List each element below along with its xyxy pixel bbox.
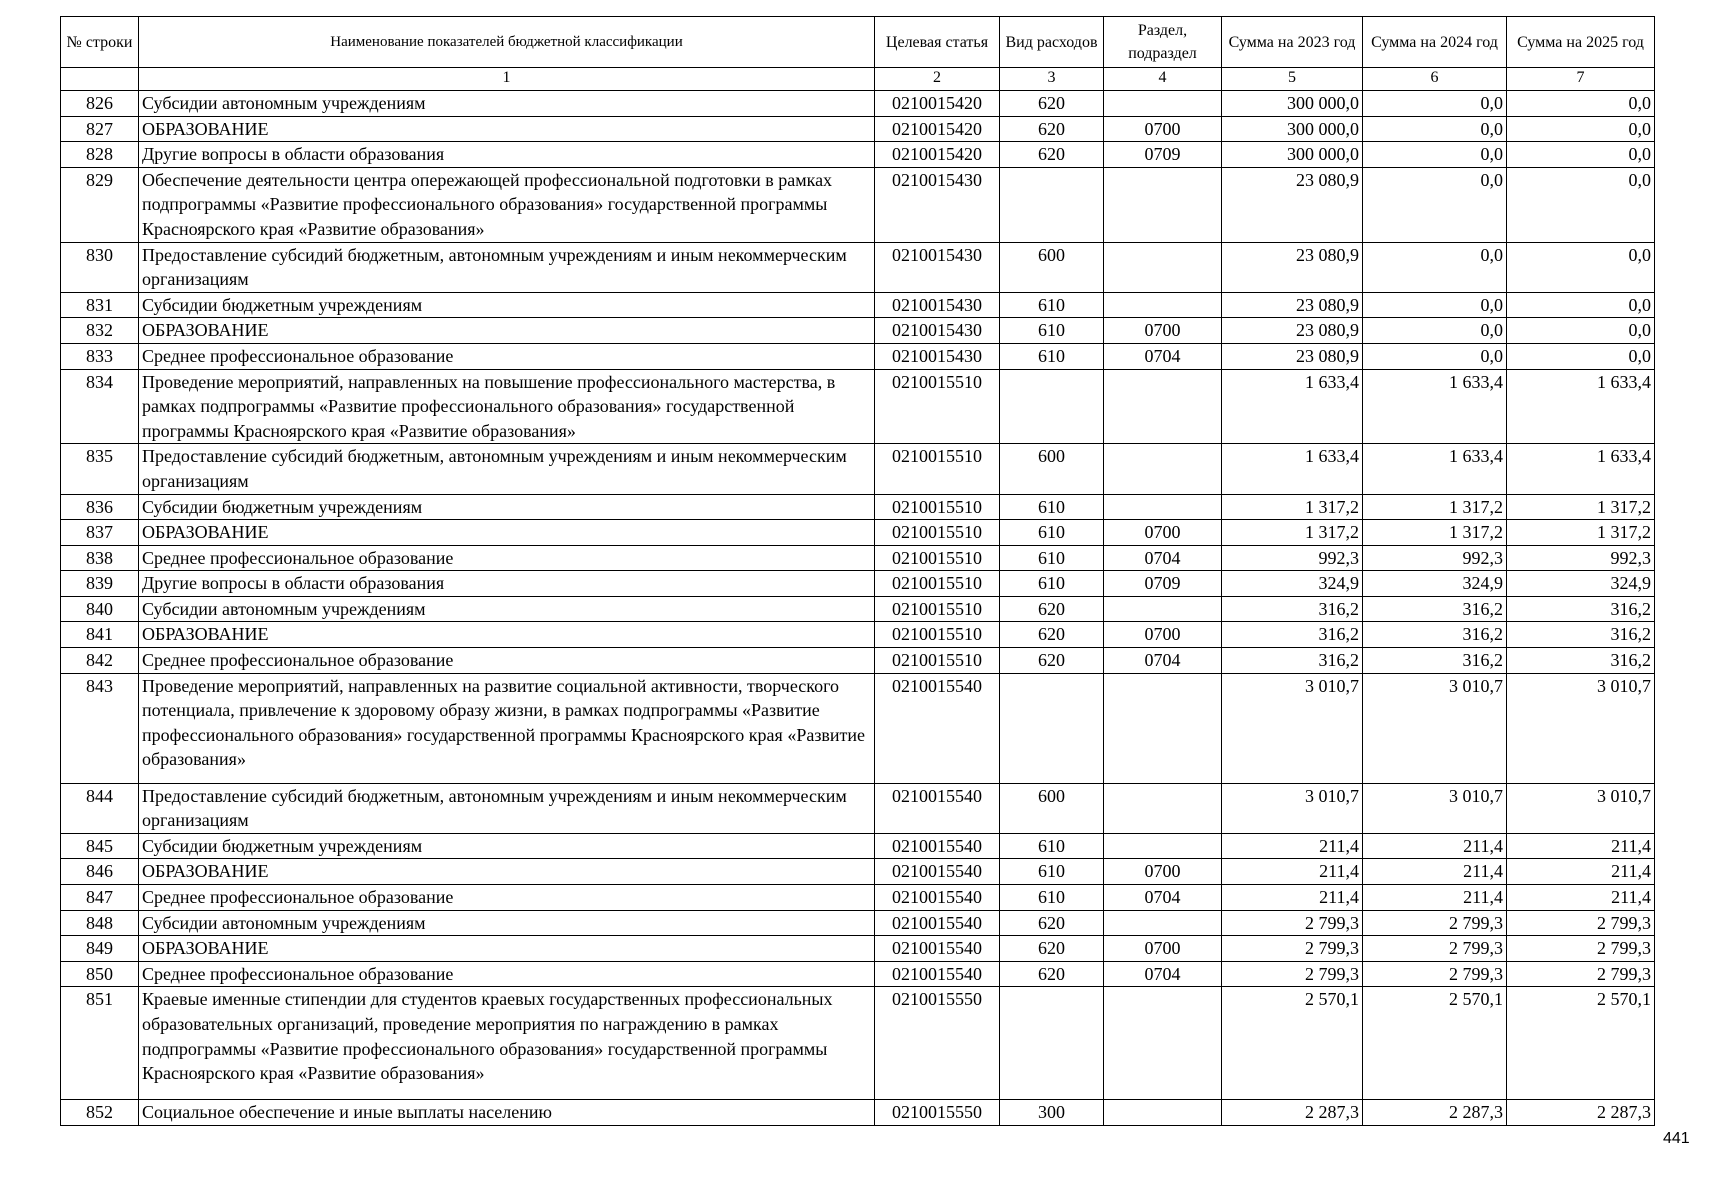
sum-2024: 2 570,1 bbox=[1363, 987, 1507, 1100]
section-code: 0700 bbox=[1104, 520, 1222, 546]
column-number: 5 bbox=[1222, 68, 1363, 91]
sum-2023: 211,4 bbox=[1222, 859, 1363, 885]
indicator-name: Субсидии автономным учреждениям bbox=[139, 910, 875, 936]
section-code bbox=[1104, 1100, 1222, 1126]
row-number: 832 bbox=[61, 318, 139, 344]
expense-type: 610 bbox=[1000, 833, 1104, 859]
expense-type bbox=[1000, 987, 1104, 1100]
target-article: 0210015510 bbox=[875, 520, 1000, 546]
section-code: 0704 bbox=[1104, 961, 1222, 987]
table-row bbox=[61, 833, 1655, 859]
target-article: 0210015420 bbox=[875, 142, 1000, 168]
expense-type: 620 bbox=[1000, 910, 1104, 936]
sum-2023: 211,4 bbox=[1222, 833, 1363, 859]
indicator-name: Субсидии автономным учреждениям bbox=[139, 596, 875, 622]
sum-2025: 211,4 bbox=[1507, 833, 1655, 859]
sum-2024: 0,0 bbox=[1363, 167, 1507, 242]
sum-2025: 992,3 bbox=[1507, 545, 1655, 571]
sum-2025: 0,0 bbox=[1507, 142, 1655, 168]
table-row bbox=[61, 1100, 1655, 1126]
sum-2023: 1 633,4 bbox=[1222, 369, 1363, 444]
indicator-name: ОБРАЗОВАНИЕ bbox=[139, 116, 875, 142]
expense-type: 620 bbox=[1000, 142, 1104, 168]
target-article: 0210015430 bbox=[875, 318, 1000, 344]
expense-type: 300 bbox=[1000, 1100, 1104, 1126]
sum-2023: 324,9 bbox=[1222, 571, 1363, 597]
sum-2025: 1 317,2 bbox=[1507, 520, 1655, 546]
sum-2024: 1 317,2 bbox=[1363, 520, 1507, 546]
sum-2023: 316,2 bbox=[1222, 622, 1363, 648]
indicator-name: Субсидии бюджетным учреждениям bbox=[139, 494, 875, 520]
sum-2024: 992,3 bbox=[1363, 545, 1507, 571]
indicator-name: Среднее профессиональное образование bbox=[139, 885, 875, 911]
sum-2025: 0,0 bbox=[1507, 318, 1655, 344]
sum-2023: 23 080,9 bbox=[1222, 242, 1363, 292]
sum-2023: 316,2 bbox=[1222, 648, 1363, 674]
expense-type: 620 bbox=[1000, 116, 1104, 142]
indicator-name: ОБРАЗОВАНИЕ bbox=[139, 520, 875, 546]
indicator-name: Другие вопросы в области образования bbox=[139, 571, 875, 597]
target-article: 0210015510 bbox=[875, 444, 1000, 494]
row-number: 846 bbox=[61, 859, 139, 885]
sum-2023: 992,3 bbox=[1222, 545, 1363, 571]
sum-2025: 3 010,7 bbox=[1507, 783, 1655, 833]
target-article: 0210015540 bbox=[875, 833, 1000, 859]
indicator-name: Субсидии бюджетным учреждениям bbox=[139, 833, 875, 859]
table-row bbox=[61, 622, 1655, 648]
sum-2023: 1 317,2 bbox=[1222, 494, 1363, 520]
sum-2024: 2 287,3 bbox=[1363, 1100, 1507, 1126]
header-sum-2024: Сумма на 2024 год bbox=[1363, 17, 1507, 68]
row-number: 849 bbox=[61, 936, 139, 962]
row-number: 850 bbox=[61, 961, 139, 987]
row-number: 830 bbox=[61, 242, 139, 292]
indicator-name: Субсидии автономным учреждениям bbox=[139, 91, 875, 117]
expense-type: 610 bbox=[1000, 545, 1104, 571]
sum-2023: 1 317,2 bbox=[1222, 520, 1363, 546]
sum-2023: 23 080,9 bbox=[1222, 292, 1363, 318]
section-code bbox=[1104, 167, 1222, 242]
sum-2025: 2 570,1 bbox=[1507, 987, 1655, 1100]
sum-2025: 2 799,3 bbox=[1507, 936, 1655, 962]
section-code bbox=[1104, 242, 1222, 292]
expense-type: 610 bbox=[1000, 292, 1104, 318]
target-article: 0210015420 bbox=[875, 91, 1000, 117]
sum-2025: 0,0 bbox=[1507, 292, 1655, 318]
sum-2025: 316,2 bbox=[1507, 596, 1655, 622]
row-number: 837 bbox=[61, 520, 139, 546]
column-number bbox=[61, 68, 139, 91]
sum-2023: 2 799,3 bbox=[1222, 961, 1363, 987]
indicator-name: Субсидии бюджетным учреждениям bbox=[139, 292, 875, 318]
sum-2024: 0,0 bbox=[1363, 142, 1507, 168]
section-code bbox=[1104, 987, 1222, 1100]
expense-type bbox=[1000, 369, 1104, 444]
header-sum-2023: Сумма на 2023 год bbox=[1222, 17, 1363, 68]
sum-2024: 2 799,3 bbox=[1363, 936, 1507, 962]
target-article: 0210015510 bbox=[875, 545, 1000, 571]
budget-table bbox=[60, 16, 1655, 1126]
table-body bbox=[61, 91, 1655, 1126]
sum-2023: 23 080,9 bbox=[1222, 318, 1363, 344]
table-row bbox=[61, 936, 1655, 962]
table-row bbox=[61, 673, 1655, 783]
sum-2024: 1 633,4 bbox=[1363, 369, 1507, 444]
section-code bbox=[1104, 673, 1222, 783]
indicator-name: Краевые именные стипендии для студентов краевых государственных профессиональных образовательных организаций, проведение мероприятия по награждению в рамках подпрограммы «Развитие профессионального образования» государственной программы Красноярского края «Развитие образования» bbox=[139, 987, 875, 1100]
expense-type: 620 bbox=[1000, 91, 1104, 117]
sum-2024: 2 799,3 bbox=[1363, 961, 1507, 987]
sum-2024: 316,2 bbox=[1363, 622, 1507, 648]
target-article: 0210015430 bbox=[875, 167, 1000, 242]
table-row bbox=[61, 494, 1655, 520]
table-row bbox=[61, 520, 1655, 546]
indicator-name: Среднее профессиональное образование bbox=[139, 545, 875, 571]
column-number: 7 bbox=[1507, 68, 1655, 91]
header-target-article: Целевая статья bbox=[875, 17, 1000, 68]
table-row bbox=[61, 571, 1655, 597]
table-row bbox=[61, 648, 1655, 674]
sum-2025: 0,0 bbox=[1507, 242, 1655, 292]
expense-type: 610 bbox=[1000, 571, 1104, 597]
target-article: 0210015550 bbox=[875, 987, 1000, 1100]
sum-2025: 0,0 bbox=[1507, 91, 1655, 117]
sum-2023: 23 080,9 bbox=[1222, 167, 1363, 242]
expense-type: 620 bbox=[1000, 936, 1104, 962]
sum-2023: 2 570,1 bbox=[1222, 987, 1363, 1100]
table-row bbox=[61, 343, 1655, 369]
table-row bbox=[61, 783, 1655, 833]
indicator-name: Предоставление субсидий бюджетным, автономным учреждениям и иным некоммерческим организациям bbox=[139, 242, 875, 292]
row-number: 847 bbox=[61, 885, 139, 911]
sum-2024: 1 317,2 bbox=[1363, 494, 1507, 520]
indicator-name: Проведение мероприятий, направленных на повышение профессионального мастерства, в рамках подпрограммы «Развитие профессионального образования» государственной программы Красноярского края «Развитие образования» bbox=[139, 369, 875, 444]
sum-2024: 211,4 bbox=[1363, 885, 1507, 911]
target-article: 0210015510 bbox=[875, 596, 1000, 622]
indicator-name: Среднее профессиональное образование bbox=[139, 648, 875, 674]
sum-2025: 1 633,4 bbox=[1507, 369, 1655, 444]
sum-2023: 3 010,7 bbox=[1222, 673, 1363, 783]
table-row bbox=[61, 292, 1655, 318]
target-article: 0210015540 bbox=[875, 910, 1000, 936]
table-row bbox=[61, 444, 1655, 494]
indicator-name: Обеспечение деятельности центра опережающей профессиональной подготовки в рамках подпрограммы «Развитие профессионального образования» государственной программы Красноярского края «Развитие образования» bbox=[139, 167, 875, 242]
sum-2023: 2 799,3 bbox=[1222, 936, 1363, 962]
row-number: 838 bbox=[61, 545, 139, 571]
section-code bbox=[1104, 292, 1222, 318]
section-code bbox=[1104, 369, 1222, 444]
section-code: 0700 bbox=[1104, 859, 1222, 885]
header-expense-type: Вид расходов bbox=[1000, 17, 1104, 68]
sum-2023: 1 633,4 bbox=[1222, 444, 1363, 494]
target-article: 0210015540 bbox=[875, 885, 1000, 911]
indicator-name: Предоставление субсидий бюджетным, автономным учреждениям и иным некоммерческим организациям bbox=[139, 444, 875, 494]
sum-2024: 316,2 bbox=[1363, 596, 1507, 622]
column-number: 3 bbox=[1000, 68, 1104, 91]
indicator-name: ОБРАЗОВАНИЕ bbox=[139, 622, 875, 648]
budget-sheet bbox=[60, 16, 1654, 1126]
sum-2025: 0,0 bbox=[1507, 116, 1655, 142]
table-row bbox=[61, 318, 1655, 344]
expense-type: 610 bbox=[1000, 520, 1104, 546]
sum-2024: 0,0 bbox=[1363, 292, 1507, 318]
expense-type: 600 bbox=[1000, 444, 1104, 494]
target-article: 0210015430 bbox=[875, 292, 1000, 318]
row-number: 834 bbox=[61, 369, 139, 444]
column-number: 2 bbox=[875, 68, 1000, 91]
sum-2024: 1 633,4 bbox=[1363, 444, 1507, 494]
sum-2025: 2 799,3 bbox=[1507, 961, 1655, 987]
sum-2025: 1 317,2 bbox=[1507, 494, 1655, 520]
expense-type: 620 bbox=[1000, 596, 1104, 622]
sum-2024: 316,2 bbox=[1363, 648, 1507, 674]
sum-2023: 316,2 bbox=[1222, 596, 1363, 622]
table-row bbox=[61, 142, 1655, 168]
header-row bbox=[61, 17, 1655, 68]
row-number: 831 bbox=[61, 292, 139, 318]
section-code: 0700 bbox=[1104, 116, 1222, 142]
table-row bbox=[61, 961, 1655, 987]
table-row bbox=[61, 116, 1655, 142]
sum-2023: 23 080,9 bbox=[1222, 343, 1363, 369]
target-article: 0210015540 bbox=[875, 961, 1000, 987]
row-number: 839 bbox=[61, 571, 139, 597]
target-article: 0210015430 bbox=[875, 242, 1000, 292]
indicator-name: Проведение мероприятий, направленных на развитие социальной активности, творческого потенциала, привлечение к здоровому образу жизни, в рамках подпрограммы «Развитие профессионального образования» государственной программы Красноярского края «Развитие образования» bbox=[139, 673, 875, 783]
section-code bbox=[1104, 910, 1222, 936]
sum-2023: 300 000,0 bbox=[1222, 142, 1363, 168]
row-number: 851 bbox=[61, 987, 139, 1100]
sum-2025: 2 287,3 bbox=[1507, 1100, 1655, 1126]
sum-2023: 211,4 bbox=[1222, 885, 1363, 911]
sum-2024: 211,4 bbox=[1363, 859, 1507, 885]
target-article: 0210015510 bbox=[875, 571, 1000, 597]
section-code: 0700 bbox=[1104, 936, 1222, 962]
sum-2025: 211,4 bbox=[1507, 859, 1655, 885]
header-indicator-name: Наименование показателей бюджетной классификации bbox=[139, 17, 875, 68]
expense-type: 600 bbox=[1000, 242, 1104, 292]
table-row bbox=[61, 885, 1655, 911]
section-code: 0704 bbox=[1104, 885, 1222, 911]
expense-type: 620 bbox=[1000, 622, 1104, 648]
sum-2024: 2 799,3 bbox=[1363, 910, 1507, 936]
row-number: 842 bbox=[61, 648, 139, 674]
expense-type: 610 bbox=[1000, 318, 1104, 344]
target-article: 0210015510 bbox=[875, 494, 1000, 520]
sum-2025: 211,4 bbox=[1507, 885, 1655, 911]
header-row-number: № строки bbox=[61, 17, 139, 68]
target-article: 0210015420 bbox=[875, 116, 1000, 142]
row-number: 843 bbox=[61, 673, 139, 783]
sum-2025: 2 799,3 bbox=[1507, 910, 1655, 936]
sum-2024: 0,0 bbox=[1363, 91, 1507, 117]
row-number: 827 bbox=[61, 116, 139, 142]
section-code bbox=[1104, 596, 1222, 622]
table-row bbox=[61, 91, 1655, 117]
sum-2024: 324,9 bbox=[1363, 571, 1507, 597]
row-number: 845 bbox=[61, 833, 139, 859]
expense-type: 610 bbox=[1000, 859, 1104, 885]
sum-2024: 0,0 bbox=[1363, 116, 1507, 142]
section-code bbox=[1104, 444, 1222, 494]
row-number: 840 bbox=[61, 596, 139, 622]
row-number: 848 bbox=[61, 910, 139, 936]
table-row bbox=[61, 242, 1655, 292]
expense-type: 610 bbox=[1000, 885, 1104, 911]
expense-type bbox=[1000, 673, 1104, 783]
page-number: 441 bbox=[1663, 1130, 1690, 1147]
table-row bbox=[61, 167, 1655, 242]
sum-2023: 300 000,0 bbox=[1222, 116, 1363, 142]
table-row bbox=[61, 987, 1655, 1100]
target-article: 0210015540 bbox=[875, 673, 1000, 783]
header-section: Раздел, подраздел bbox=[1104, 17, 1222, 68]
column-number: 4 bbox=[1104, 68, 1222, 91]
column-number-row bbox=[61, 68, 1655, 91]
indicator-name: Среднее профессиональное образование bbox=[139, 961, 875, 987]
target-article: 0210015510 bbox=[875, 369, 1000, 444]
target-article: 0210015550 bbox=[875, 1100, 1000, 1126]
section-code: 0704 bbox=[1104, 343, 1222, 369]
indicator-name: Предоставление субсидий бюджетным, автономным учреждениям и иным некоммерческим организациям bbox=[139, 783, 875, 833]
column-number: 6 bbox=[1363, 68, 1507, 91]
sum-2025: 3 010,7 bbox=[1507, 673, 1655, 783]
sum-2023: 3 010,7 bbox=[1222, 783, 1363, 833]
row-number: 836 bbox=[61, 494, 139, 520]
target-article: 0210015430 bbox=[875, 343, 1000, 369]
sum-2024: 211,4 bbox=[1363, 833, 1507, 859]
target-article: 0210015510 bbox=[875, 648, 1000, 674]
section-code bbox=[1104, 833, 1222, 859]
sum-2024: 0,0 bbox=[1363, 343, 1507, 369]
indicator-name: ОБРАЗОВАНИЕ bbox=[139, 859, 875, 885]
row-number: 852 bbox=[61, 1100, 139, 1126]
section-code bbox=[1104, 783, 1222, 833]
section-code bbox=[1104, 494, 1222, 520]
row-number: 844 bbox=[61, 783, 139, 833]
sum-2025: 1 633,4 bbox=[1507, 444, 1655, 494]
expense-type: 600 bbox=[1000, 783, 1104, 833]
expense-type: 610 bbox=[1000, 494, 1104, 520]
sum-2024: 3 010,7 bbox=[1363, 783, 1507, 833]
row-number: 841 bbox=[61, 622, 139, 648]
row-number: 833 bbox=[61, 343, 139, 369]
indicator-name: Социальное обеспечение и иные выплаты населению bbox=[139, 1100, 875, 1126]
table-row bbox=[61, 596, 1655, 622]
section-code: 0700 bbox=[1104, 622, 1222, 648]
indicator-name: ОБРАЗОВАНИЕ bbox=[139, 318, 875, 344]
sum-2024: 3 010,7 bbox=[1363, 673, 1507, 783]
table-row bbox=[61, 369, 1655, 444]
row-number: 828 bbox=[61, 142, 139, 168]
sum-2025: 316,2 bbox=[1507, 622, 1655, 648]
table-row bbox=[61, 545, 1655, 571]
column-number: 1 bbox=[139, 68, 875, 91]
sum-2023: 2 287,3 bbox=[1222, 1100, 1363, 1126]
section-code bbox=[1104, 91, 1222, 117]
sum-2023: 300 000,0 bbox=[1222, 91, 1363, 117]
expense-type: 620 bbox=[1000, 648, 1104, 674]
section-code: 0704 bbox=[1104, 545, 1222, 571]
sum-2023: 2 799,3 bbox=[1222, 910, 1363, 936]
expense-type bbox=[1000, 167, 1104, 242]
section-code: 0709 bbox=[1104, 571, 1222, 597]
table-row bbox=[61, 910, 1655, 936]
indicator-name: ОБРАЗОВАНИЕ bbox=[139, 936, 875, 962]
sum-2024: 0,0 bbox=[1363, 242, 1507, 292]
sum-2024: 0,0 bbox=[1363, 318, 1507, 344]
header-sum-2025: Сумма на 2025 год bbox=[1507, 17, 1655, 68]
sum-2025: 316,2 bbox=[1507, 648, 1655, 674]
sum-2025: 324,9 bbox=[1507, 571, 1655, 597]
target-article: 0210015540 bbox=[875, 936, 1000, 962]
row-number: 826 bbox=[61, 91, 139, 117]
section-code: 0709 bbox=[1104, 142, 1222, 168]
section-code: 0700 bbox=[1104, 318, 1222, 344]
section-code: 0704 bbox=[1104, 648, 1222, 674]
sum-2025: 0,0 bbox=[1507, 343, 1655, 369]
indicator-name: Другие вопросы в области образования bbox=[139, 142, 875, 168]
target-article: 0210015540 bbox=[875, 859, 1000, 885]
table-row bbox=[61, 859, 1655, 885]
target-article: 0210015540 bbox=[875, 783, 1000, 833]
row-number: 835 bbox=[61, 444, 139, 494]
expense-type: 610 bbox=[1000, 343, 1104, 369]
row-number: 829 bbox=[61, 167, 139, 242]
expense-type: 620 bbox=[1000, 961, 1104, 987]
indicator-name: Среднее профессиональное образование bbox=[139, 343, 875, 369]
target-article: 0210015510 bbox=[875, 622, 1000, 648]
sum-2025: 0,0 bbox=[1507, 167, 1655, 242]
